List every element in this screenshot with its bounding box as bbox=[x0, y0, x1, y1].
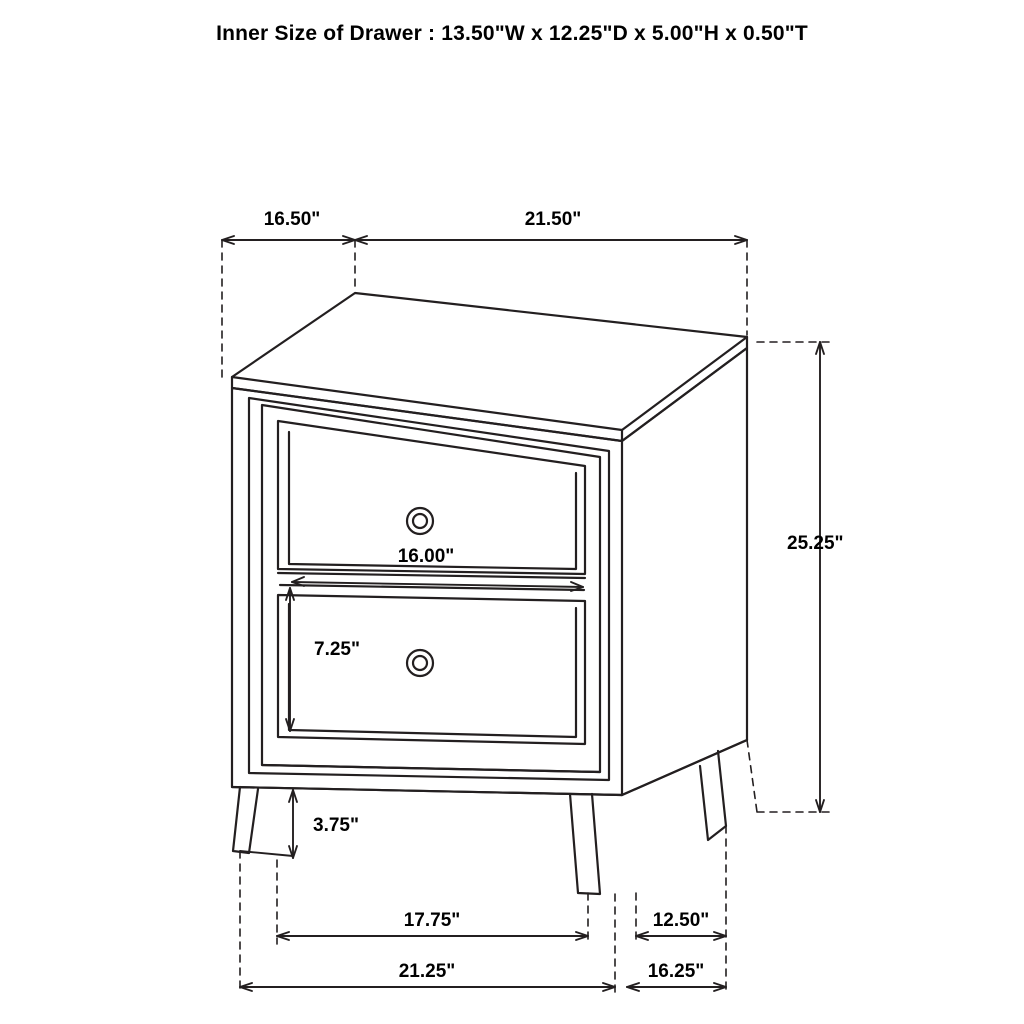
dimension-label-overall-depth: 16.25" bbox=[647, 961, 705, 982]
dimension-label-base-side-depth: 12.50" bbox=[652, 910, 710, 931]
dimension-label-overall-height: 25.25" bbox=[787, 533, 844, 554]
ext-right-bottom-link bbox=[747, 740, 757, 812]
dimension-label-top-width: 21.50" bbox=[524, 209, 582, 230]
dimension-label-base-front-width: 17.75" bbox=[403, 910, 461, 931]
leg-front-left bbox=[233, 787, 258, 853]
dimension-label-overall-width: 21.25" bbox=[398, 961, 456, 982]
cabinet-bottom-side bbox=[622, 740, 747, 795]
dimension-label-drawer-width: 16.00" bbox=[397, 546, 455, 567]
dimension-label-drawer-height: 7.25" bbox=[314, 639, 360, 660]
bottom-rail bbox=[262, 765, 600, 772]
dimension-label-top-depth: 16.50" bbox=[263, 209, 321, 230]
lower-drawer-knob bbox=[407, 650, 433, 676]
upper-drawer-knob-inner bbox=[413, 514, 427, 528]
leg-rear-right bbox=[700, 751, 726, 840]
cabinet-bottom-front bbox=[232, 787, 622, 795]
lower-drawer-face-inner bbox=[289, 604, 576, 737]
top-panel-side-edge bbox=[622, 337, 747, 441]
page-title: Inner Size of Drawer : 13.50"W x 12.25"D x 5.00"H x 0.50"T bbox=[216, 22, 808, 45]
top-panel bbox=[232, 293, 747, 430]
leg-front-right bbox=[570, 794, 600, 894]
upper-drawer-knob bbox=[407, 508, 433, 534]
lower-drawer-knob-inner bbox=[413, 656, 427, 670]
dimension-label-leg-height: 3.75" bbox=[313, 815, 359, 836]
